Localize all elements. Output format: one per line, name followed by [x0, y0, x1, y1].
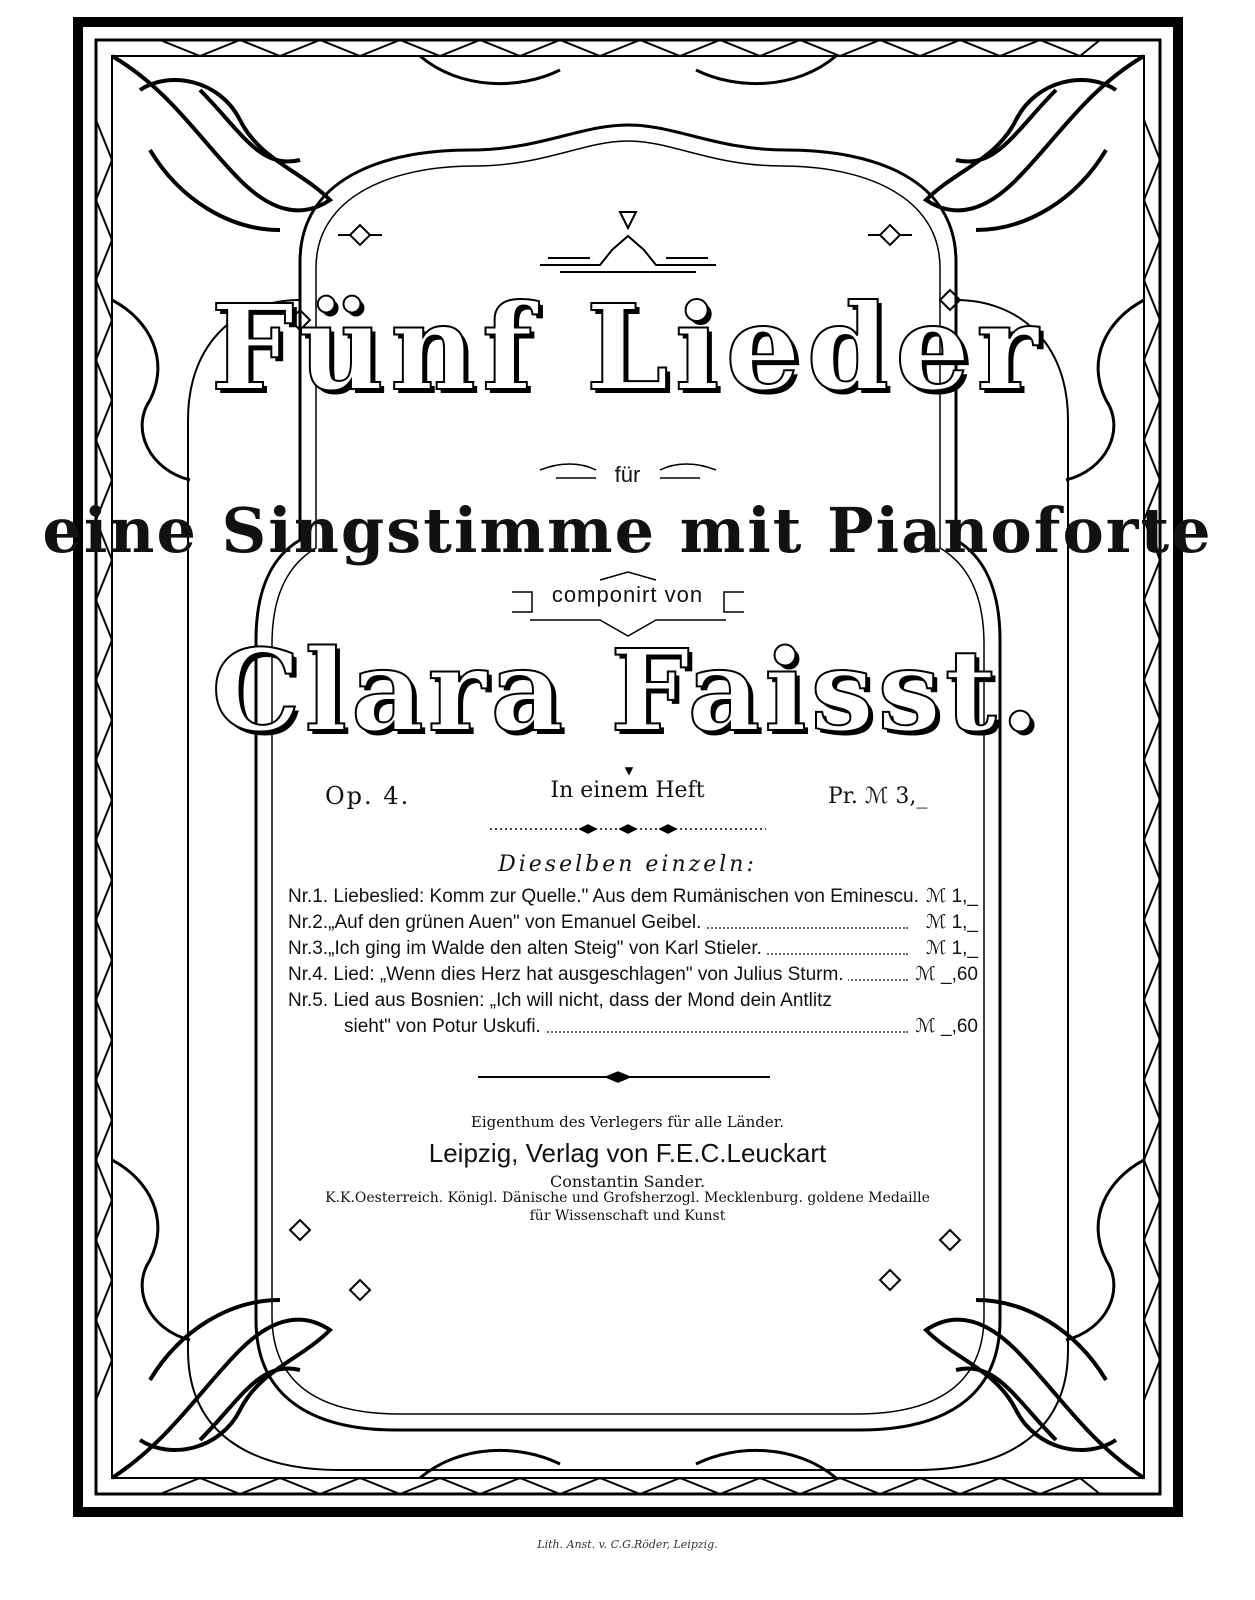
- individual-heading: Dieselben einzeln:: [498, 852, 757, 877]
- list-item: Nr.3.„Ich ging im Walde den alten Steig" von Karl Stieler. ℳ 1,_: [288, 936, 978, 962]
- lithographer-credit: Lith. Anst. v. C.G.Röder, Leipzig.: [537, 1538, 718, 1551]
- fuer-label: für: [614, 462, 641, 487]
- song-list: [288, 884, 978, 1040]
- edition-note: In einem Heft: [550, 778, 705, 803]
- componirt-label: componirt von: [551, 582, 704, 607]
- medal-note: K.K.Oesterreich. Königl. Dänische und Grofsherzogl. Mecklenburg. goldene Medaille: [325, 1190, 930, 1206]
- list-item: Nr.2.„Auf den grünen Auen" von Emanuel Geibel. ℳ 1,_: [288, 910, 978, 936]
- opus-number: Op. 4.: [325, 782, 411, 810]
- composer-name: Clara Faisst.: [211, 626, 1044, 757]
- publisher-owner: Constantin Sander.: [549, 1172, 706, 1191]
- list-item: Nr.4. Lied: „Wenn dies Herz hat ausgeschlagen" von Julius Sturm. ℳ _,60: [288, 962, 978, 988]
- list-item: Nr.5. Lied aus Bosnien: „Ich will nicht, dass der Mond dein Antlitz: [288, 988, 978, 1014]
- list-item: sieht" von Potur Uskufi. ℳ _,60: [288, 1014, 978, 1040]
- medal-note-line2: für Wissenschaft und Kunst: [529, 1208, 726, 1224]
- title: Fünf Lieder: [210, 278, 1045, 417]
- list-item: Nr.1. Liebeslied: Komm zur Quelle." Aus dem Rumänischen von Eminescu. ℳ 1,_: [288, 884, 978, 910]
- subtitle: eine Singstimme mit Pianoforte: [42, 494, 1213, 567]
- ownership-note: Eigenthum des Verlegers für alle Länder.: [470, 1113, 785, 1131]
- price-label: Pr. ℳ 3,_: [828, 784, 928, 809]
- publisher: Leipzig, Verlag von F.E.C.Leuckart: [428, 1138, 827, 1168]
